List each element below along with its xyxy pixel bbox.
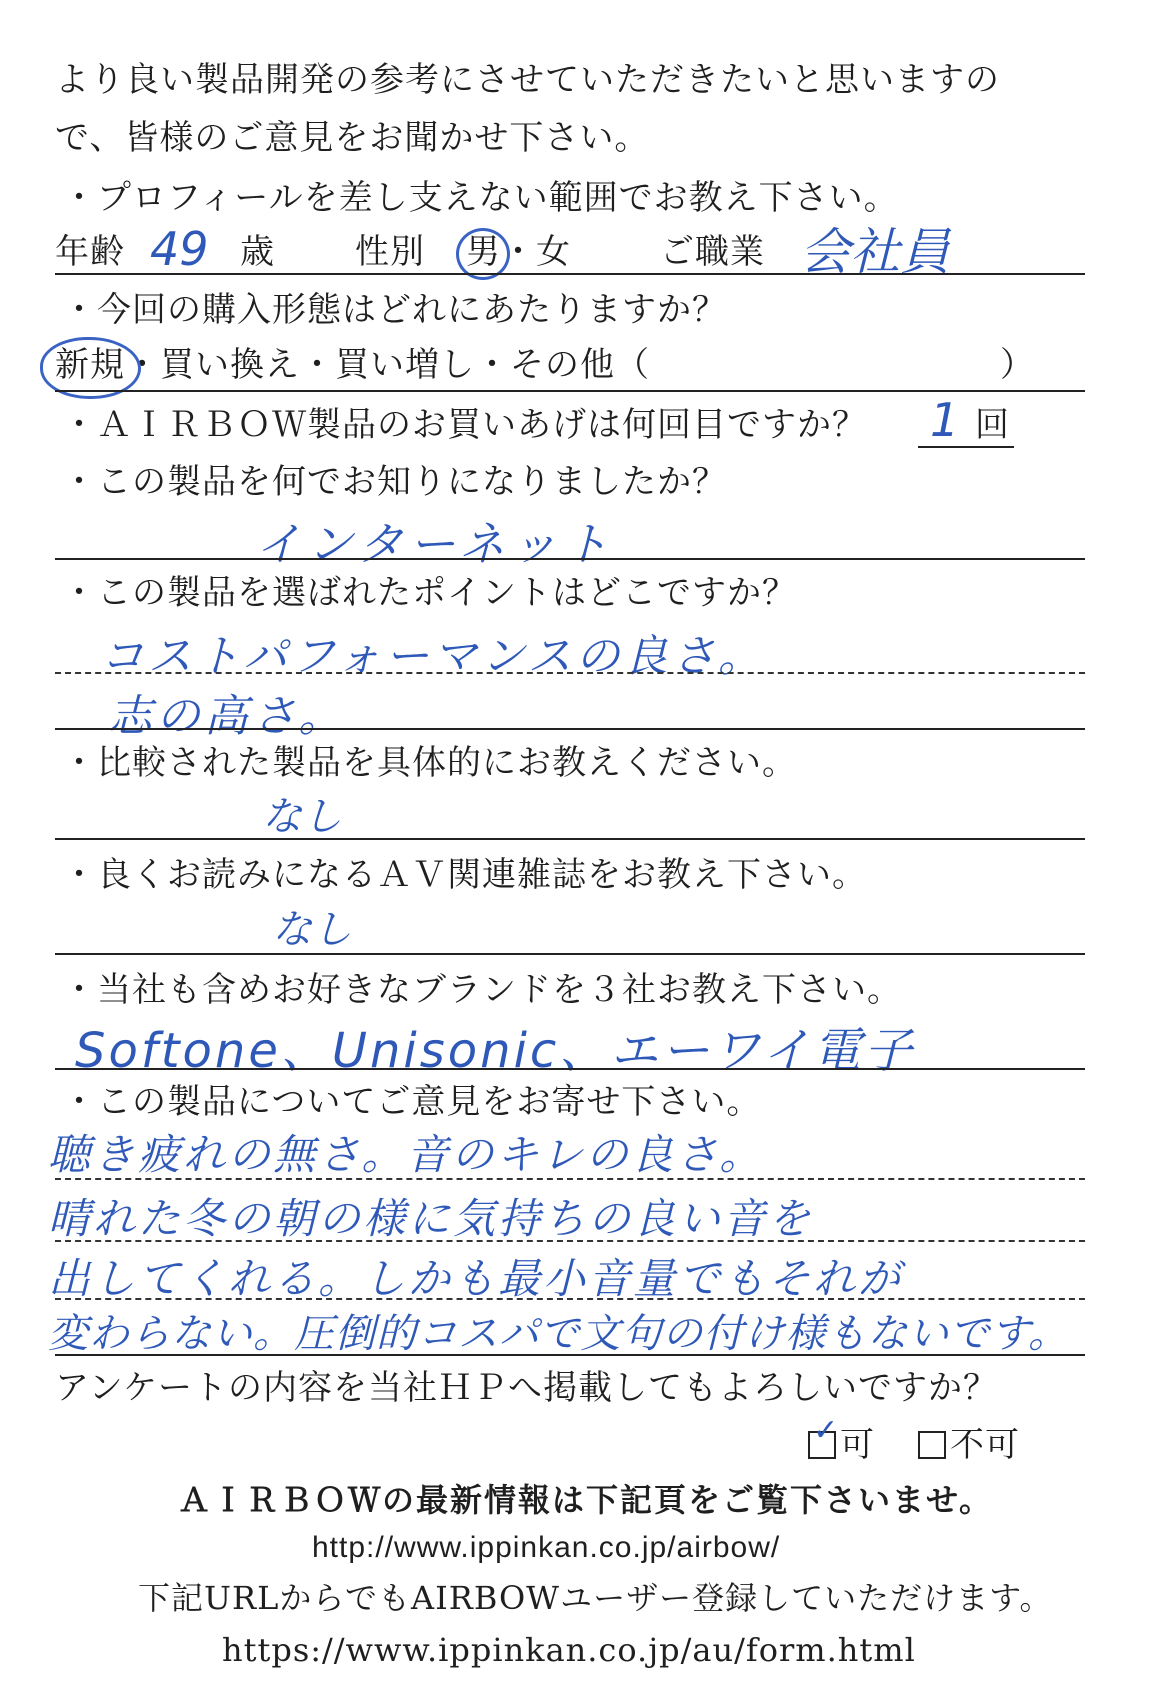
compared-underline: [55, 838, 1085, 840]
selection-underline: [55, 728, 1085, 730]
opinion-dashed-2: [55, 1240, 1085, 1242]
opinion-underline: [55, 1354, 1085, 1356]
magazine-answer: なし: [272, 907, 352, 953]
consent-question: アンケートの内容を当社ＨＰへ掲載してもよろしいですか？: [55, 1368, 998, 1408]
consent-allow-label: 可: [840, 1425, 875, 1465]
gender-options: 男・女: [466, 232, 571, 272]
purchase-type-question: ・今回の購入形態はどれにあたりますか？: [62, 290, 727, 330]
purchase-type-options: 新規・買い換え・買い増し・その他（ ）: [55, 345, 1035, 385]
consent-deny[interactable]: [918, 1425, 1020, 1465]
opinion-dashed-3: [55, 1298, 1085, 1300]
purchase-count-question: ・ＡＩＲＢＯＷ製品のお買いあげは何回目ですか？: [62, 405, 867, 445]
age-unit: 歳: [240, 232, 275, 272]
opinion-dashed-1: [55, 1178, 1085, 1180]
how-known-question: ・この製品を何でお知りになりましたか？: [62, 462, 727, 502]
consent-deny-checkbox[interactable]: [918, 1431, 946, 1459]
how-known-answer: インターネット: [255, 517, 615, 571]
how-known-underline: [55, 558, 1085, 560]
selection-question: ・この製品を選ばれたポイントはどこですか？: [62, 573, 797, 613]
footer-note: 下記URLからでもAIRBOWユーザー登録していただけます。: [138, 1579, 1053, 1617]
selection-answer-2: 志の高さ。: [108, 691, 347, 742]
footer-url-2[interactable]: https://www.ippinkan.co.jp/au/form.html: [222, 1631, 916, 1669]
occupation-value: 会社員: [800, 223, 950, 281]
occupation-label: ご職業: [660, 232, 765, 272]
profile-underline: [55, 273, 1085, 275]
purchase-count-value: 1: [930, 393, 960, 447]
purchase-count-unit: 回: [975, 405, 1010, 445]
opinion-line-4: 変わらない。圧倒的コスパで文句の付け様もないです。: [48, 1311, 1069, 1357]
gender-label: 性別: [355, 232, 425, 272]
age-value: 49: [150, 222, 209, 276]
footer-headline: ＡＩＲＢＯＷの最新情報は下記頁をご覧下さいませ。: [178, 1481, 994, 1519]
brands-underline: [55, 1068, 1085, 1070]
purchase-count-underline: [918, 446, 1014, 448]
selection-answer-1: コストパフォーマンスの良さ。: [100, 631, 766, 682]
opinion-line-3: 出してくれる。しかも最小音量でもそれが: [48, 1254, 904, 1303]
profile-question: ・プロフィールを差し支えない範囲でお教え下さい。: [62, 178, 899, 218]
magazine-underline: [55, 953, 1085, 955]
age-label: 年齢: [55, 232, 125, 272]
compared-question: ・比較された製品を具体的にお教えください。: [62, 743, 797, 783]
opinion-question: ・この製品についてご意見をお寄せ下さい。: [62, 1082, 762, 1122]
consent-deny-label: 不可: [950, 1425, 1020, 1465]
consent-allow[interactable]: [808, 1413, 875, 1465]
opinion-line-1: 聴き疲れの無さ。音のキレの良さ。: [48, 1130, 765, 1179]
magazine-question: ・良くお読みになるＡＶ関連雑誌をお教え下さい。: [62, 855, 867, 895]
brands-answer: Softone、Unisonic、エーワイ電子: [75, 1023, 915, 1079]
check-mark-icon: ✓: [813, 1413, 840, 1448]
opinion-line-2: 晴れた冬の朝の様に気持ちの良い音を: [48, 1194, 814, 1243]
brands-question: ・当社も含めお好きなブランドを３社お教え下さい。: [62, 970, 902, 1010]
purchase-type-underline: [55, 390, 1085, 392]
consent-allow-checkbox[interactable]: [808, 1413, 840, 1459]
footer-url-1[interactable]: http://www.ippinkan.co.jp/airbow/: [312, 1531, 781, 1564]
compared-answer: なし: [262, 794, 342, 840]
intro-line-2: で、皆様のご意見をお聞かせ下さい。: [55, 118, 650, 158]
intro-line-1: より良い製品開発の参考にさせていただきたいと思いますの: [55, 60, 1000, 100]
selection-dashed-line: [55, 672, 1085, 674]
